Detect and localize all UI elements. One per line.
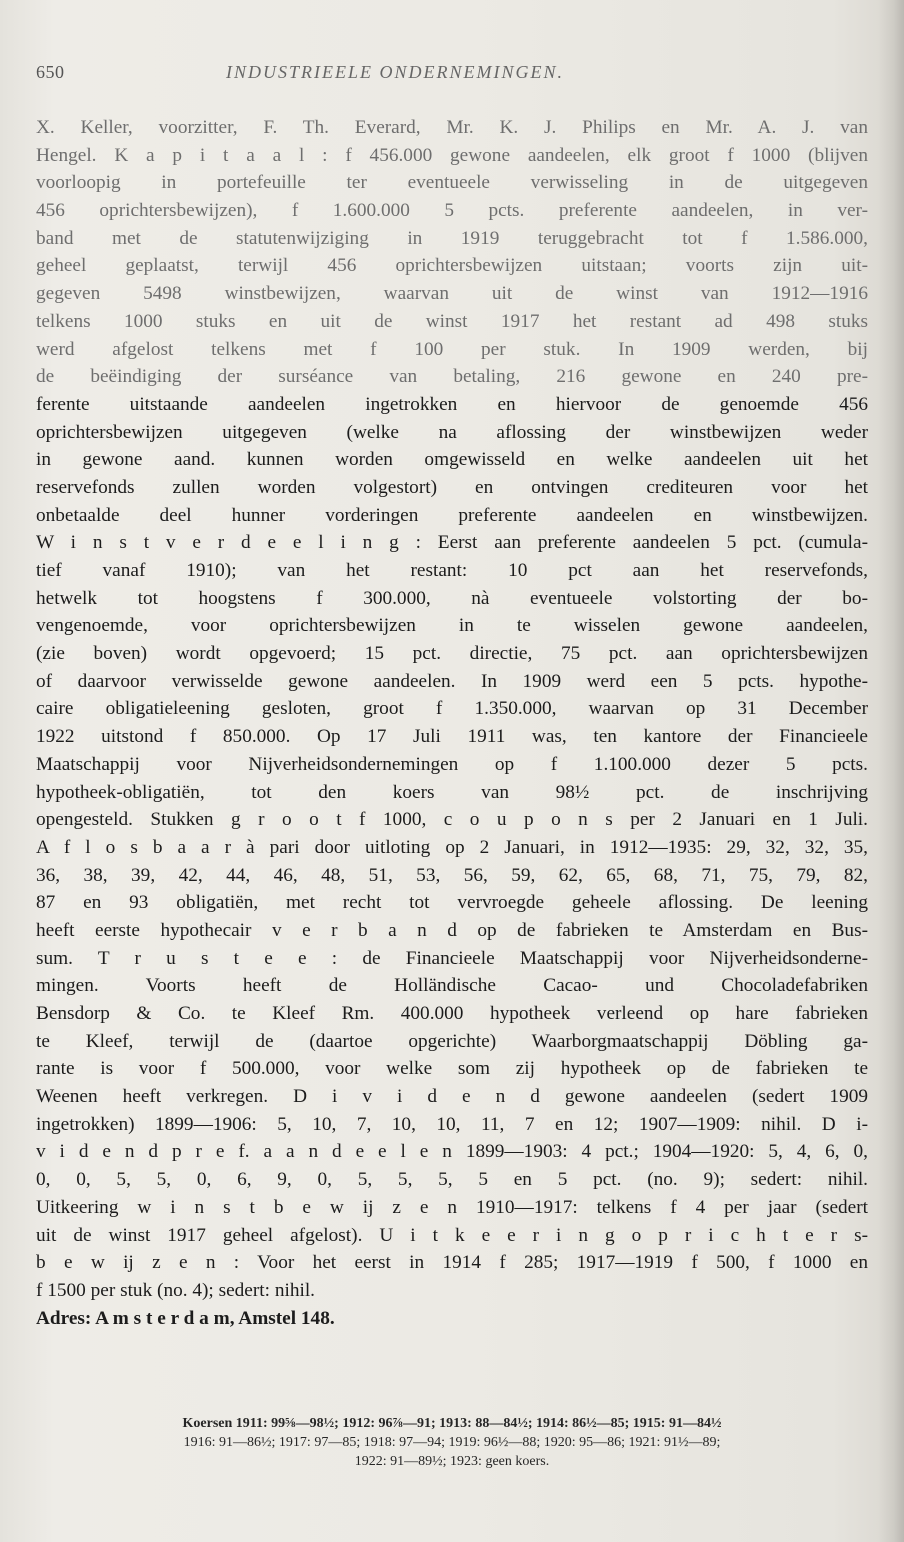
- text-line: W i n s t v e r d e e l i n g : Eerst aan preferente aandeelen 5 pct. (cumula-: [36, 532, 868, 554]
- price-line: Koersen 1911: 99⅝—98½; 1912: 96⅞—91; 1913: 88—84½; 1914: 86½—85; 1915: 91—84½: [182, 1416, 722, 1431]
- text-line: reservefonds zullen worden volgestort) en ontvingen crediteuren voor het: [36, 476, 868, 498]
- text-line: 1922 uitstond f 850.000. Op 17 Juli 1911 was, ten kantore der Financieele: [36, 726, 868, 748]
- text-line: telkens 1000 stuks en uit de winst 1917 het restant ad 498 stuks: [36, 310, 868, 332]
- text-line: geheel geplaatst, terwijl 456 oprichtersbewijzen uitstaan; voorts zijn uit-: [36, 255, 868, 277]
- price-line: 1922: 91—89½; 1923: geen koers.: [354, 1454, 550, 1469]
- text-line: band met de statutenwijziging in 1919 teruggebracht tot f 1.586.000,: [36, 227, 868, 249]
- text-line: 456 oprichtersbewijzen), f 1.600.000 5 pcts. preferente aandeelen, in ver-: [36, 200, 868, 222]
- text-line: gegeven 5498 winstbewijzen, waarvan uit de winst van 1912—1916: [36, 283, 868, 305]
- text-line: oprichtersbewijzen uitgegeven (welke na aflossing der winstbewijzen weder: [36, 421, 868, 443]
- text-line: te Kleef, terwijl de (daartoe opgerichte) Waarborgmaatschappij Döbling ga-: [36, 1030, 868, 1052]
- page-edge-shadow: [878, 0, 904, 1542]
- price-history: [36, 1414, 868, 1471]
- text-line: X. Keller, voorzitter, F. Th. Everard, Mr. K. J. Philips en Mr. A. J. van: [36, 117, 868, 138]
- text-line: Hengel. K a p i t a a l : f 456.000 gewone aandeelen, elk groot f 1000 (blijven: [36, 144, 868, 166]
- running-title: INDUSTRIEELE ONDERNEMINGEN.: [226, 62, 564, 82]
- text-line: uit de winst 1917 geheel afgelost). U i t k e e r i n g o p r i c h t e r s-: [36, 1224, 868, 1246]
- text-line: 87 en 93 obligatiën, met recht tot vervroegde geheele aflossing. De leening: [36, 892, 868, 914]
- text-line: Weenen heeft verkregen. D i v i d e n d gewone aandeelen (sedert 1909: [36, 1086, 868, 1108]
- body-text: [36, 114, 868, 1332]
- text-line: sum. T r u s t e e : de Financieele Maatschappij voor Nijverheidsonderne-: [36, 947, 868, 969]
- text-line: rante is voor f 500.000, voor welke som zij hypotheek op de fabrieken te: [36, 1058, 868, 1080]
- page-header: [36, 62, 876, 90]
- text-line: b e w ij z e n : Voor het eerst in 1914 f 285; 1917—1919 f 500, f 1000 en: [36, 1252, 868, 1274]
- text-line: Bensdorp & Co. te Kleef Rm. 400.000 hypotheek verleend op hare fabrieken: [36, 1003, 868, 1024]
- page-number: 650: [36, 62, 65, 82]
- text-line: tief vanaf 1910); van het restant: 10 pct aan het reservefonds,: [36, 560, 868, 581]
- text-line: ferente uitstaande aandeelen ingetrokken en hiervoor de genoemde 456: [36, 393, 868, 415]
- text-line: opengesteld. Stukken g r o o t f 1000, c o u p o n s per 2 Januari en 1 Juli.: [36, 809, 868, 831]
- text-line: f 1500 per stuk (no. 4); sedert: nihil.: [36, 1279, 315, 1301]
- text-line: mingen. Voorts heeft de Holländische Cacao- und Chocoladefabriken: [36, 975, 868, 997]
- text-line: Uitkeering w i n s t b e w ij z e n 1910—1917: telkens f 4 per jaar (sedert: [36, 1196, 868, 1218]
- price-line: 1916: 91—86½; 1917: 97—85; 1918: 97—94; 1919: 96½—88; 1920: 95—86; 1921: 91½—89;: [183, 1435, 721, 1450]
- text-line: v i d e n d p r e f. a a n d e e l e n 1899—1903: 4 pct.; 1904—1920: 5, 4, 6, 0,: [36, 1141, 868, 1163]
- text-line: hetwelk tot hoogstens f 300.000, nà eventueele volstorting der bo-: [36, 587, 868, 609]
- text-line: heeft eerste hypothecair v e r b a n d op de fabrieken te Amsterdam en Bus-: [36, 919, 868, 941]
- address-line: Adres: A m s t e r d a m, Amstel 148.: [36, 1307, 335, 1329]
- text-line: 36, 38, 39, 42, 44, 46, 48, 51, 53, 56, 59, 62, 65, 68, 71, 75, 79, 82,: [36, 864, 868, 886]
- text-line: werd afgelost telkens met f 100 per stuk. In 1909 werden, bij: [36, 338, 868, 360]
- text-line: A f l o s b a a r à pari door uitloting op 2 Januari, in 1912—1935: 29, 32, 32, 35,: [36, 836, 868, 858]
- text-line: Maatschappij voor Nijverheidsondernemingen op f 1.100.000 dezer 5 pcts.: [36, 753, 868, 775]
- text-line: voorloopig in portefeuille ter eventueele verwisseling in de uitgegeven: [36, 172, 868, 194]
- text-line: caire obligatieleening gesloten, groot f 1.350.000, waarvan op 31 December: [36, 698, 868, 720]
- text-line: in gewone aand. kunnen worden omgewisseld en welke aandeelen uit het: [36, 449, 868, 471]
- text-line: of daarvoor verwisselde gewone aandeelen. In 1909 werd een 5 pcts. hypothe-: [36, 670, 868, 692]
- text-line: ingetrokken) 1899—1906: 5, 10, 7, 10, 10, 11, 7 en 12; 1907—1909: nihil. D i-: [36, 1113, 868, 1135]
- text-line: vengenoemde, voor oprichtersbewijzen in te wisselen gewone aandeelen,: [36, 615, 868, 637]
- text-line: 0, 0, 5, 5, 0, 6, 9, 0, 5, 5, 5, 5 en 5 pct. (no. 9); sedert: nihil.: [36, 1169, 868, 1191]
- text-line: (zie boven) wordt opgevoerd; 15 pct. directie, 75 pct. aan oprichtersbewijzen: [36, 643, 868, 665]
- text-line: de beëindiging der surséance van betaling, 216 gewone en 240 pre-: [36, 366, 868, 388]
- text-line: hypotheek-obligatiën, tot den koers van 98½ pct. de inschrijving: [36, 781, 868, 803]
- text-line: onbetaalde deel hunner vorderingen preferente aandeelen en winstbewijzen.: [36, 504, 868, 526]
